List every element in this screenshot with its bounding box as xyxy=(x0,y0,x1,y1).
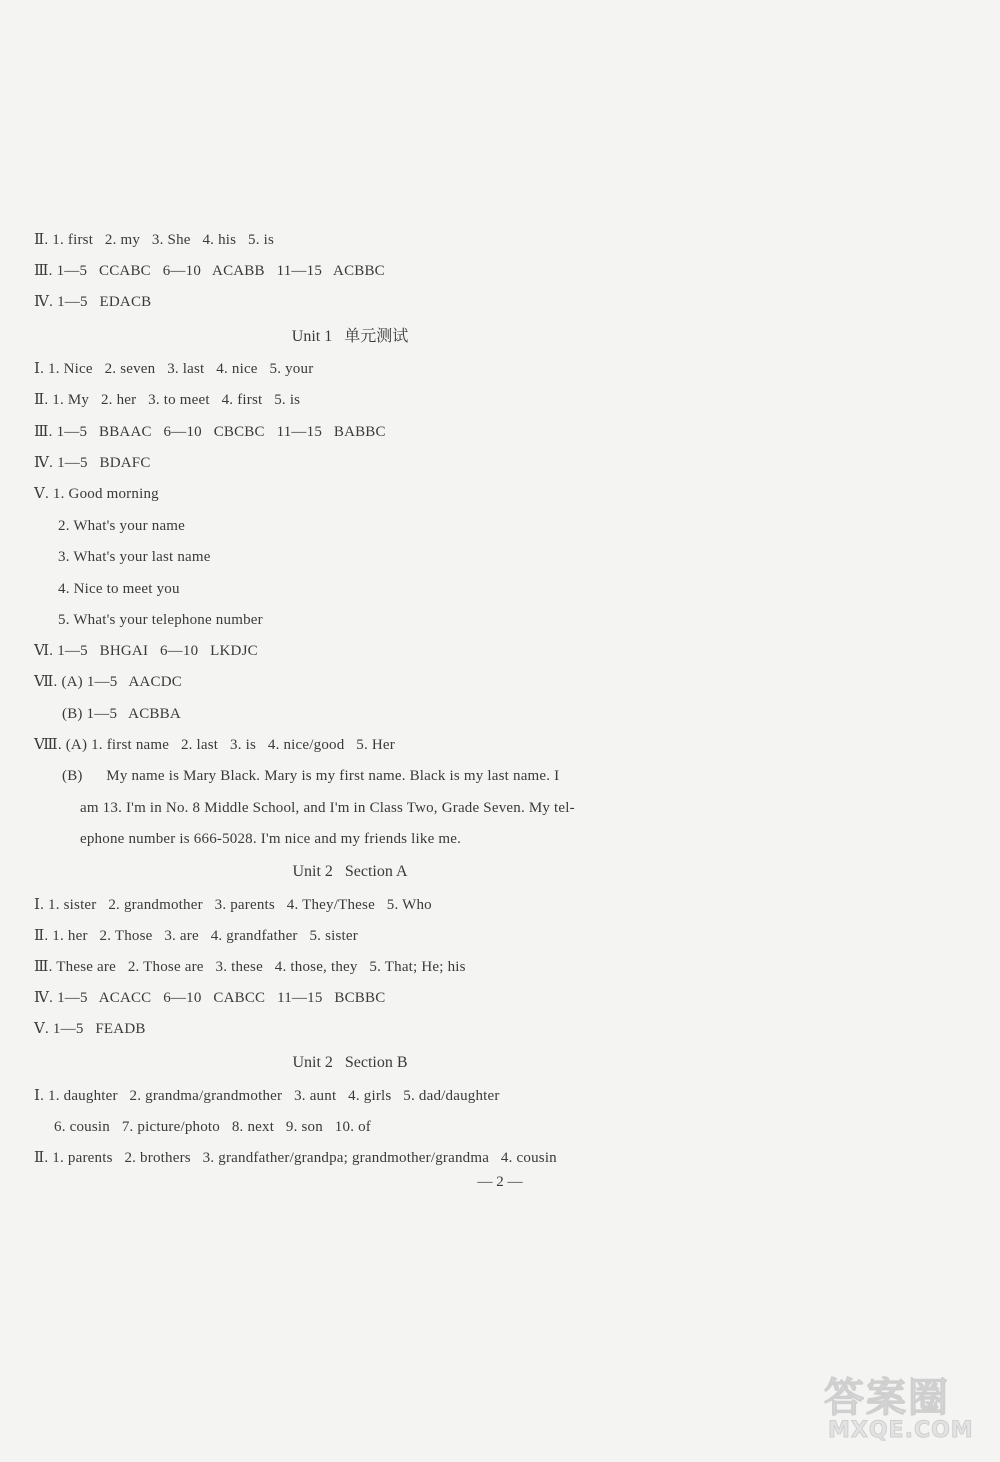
watermark-bottom-text: MXQE.COM xyxy=(828,1418,974,1443)
section-heading-unit1-test: Unit 1 单元测试 xyxy=(291,328,409,345)
answer-line: Ⅴ. 1. Good morning xyxy=(34,486,159,502)
answer-line: 4. Nice to meet you xyxy=(58,581,180,597)
answer-line: 5. What's your telephone number xyxy=(58,612,263,628)
answer-line: Ⅳ. 1—5 ACACC 6—10 CABCC 11—15 BCBBC xyxy=(34,990,386,1006)
answer-line: Ⅱ. 1. first 2. my 3. She 4. his 5. is xyxy=(34,232,275,248)
page-number: — 2 — xyxy=(477,1174,523,1190)
answer-line: Ⅰ. 1. sister 2. grandmother 3. parents 4. They/These 5. Who xyxy=(34,897,432,913)
answer-line: Ⅶ. (A) 1—5 AACDC xyxy=(34,674,182,690)
answer-line: Ⅳ. 1—5 BDAFC xyxy=(34,455,151,471)
answer-line: Ⅰ. 1. Nice 2. seven 3. last 4. nice 5. your xyxy=(34,361,314,377)
answer-line: Ⅰ. 1. daughter 2. grandma/grandmother 3. aunt 4. girls 5. dad/daughter xyxy=(34,1088,500,1104)
answer-line: Ⅲ. 1—5 BBAAC 6—10 CBCBC 11—15 BABBC xyxy=(34,424,386,440)
answer-line: Ⅱ. 1. My 2. her 3. to meet 4. first 5. is xyxy=(34,392,301,408)
answer-line: ephone number is 666-5028. I'm nice and my friends like me. xyxy=(80,831,462,847)
answer-line: Ⅵ. 1—5 BHGAI 6—10 LKDJC xyxy=(34,643,258,659)
answer-line: 6. cousin 7. picture/photo 8. next 9. son 10. of xyxy=(54,1119,372,1135)
answer-line: 2. What's your name xyxy=(58,518,186,534)
answer-line: Ⅲ. These are 2. Those are 3. these 4. those, they 5. That; He; his xyxy=(34,959,466,975)
answer-line: (B) 1—5 ACBBA xyxy=(62,706,181,722)
answer-line: 3. What's your last name xyxy=(58,549,211,565)
answer-line: Ⅲ. 1—5 CCABC 6—10 ACABB 11—15 ACBBC xyxy=(34,263,385,279)
answer-line: Ⅷ. (A) 1. first name 2. last 3. is 4. nice/good 5. Her xyxy=(34,737,395,753)
answer-line: Ⅴ. 1—5 FEADB xyxy=(34,1021,146,1037)
answer-line: Ⅳ. 1—5 EDACB xyxy=(34,294,152,310)
watermark-logo xyxy=(816,1362,986,1452)
answer-line: am 13. I'm in No. 8 Middle School, and I'm in Class Two, Grade Seven. My tel- xyxy=(80,800,575,816)
section-heading-unit2-b: Unit 2 Section B xyxy=(292,1054,408,1071)
answer-line: Ⅱ. 1. her 2. Those 3. are 4. grandfather 5. sister xyxy=(34,928,358,944)
section-heading-unit2-a: Unit 2 Section A xyxy=(292,863,408,880)
watermark-top-text: 答案圈 xyxy=(824,1375,950,1421)
answer-line: (B) My name is Mary Black. Mary is my first name. Black is my last name. I xyxy=(62,768,560,784)
answer-line: Ⅱ. 1. parents 2. brothers 3. grandfather/grandpa; grandmother/grandma 4. cousin xyxy=(34,1150,557,1166)
